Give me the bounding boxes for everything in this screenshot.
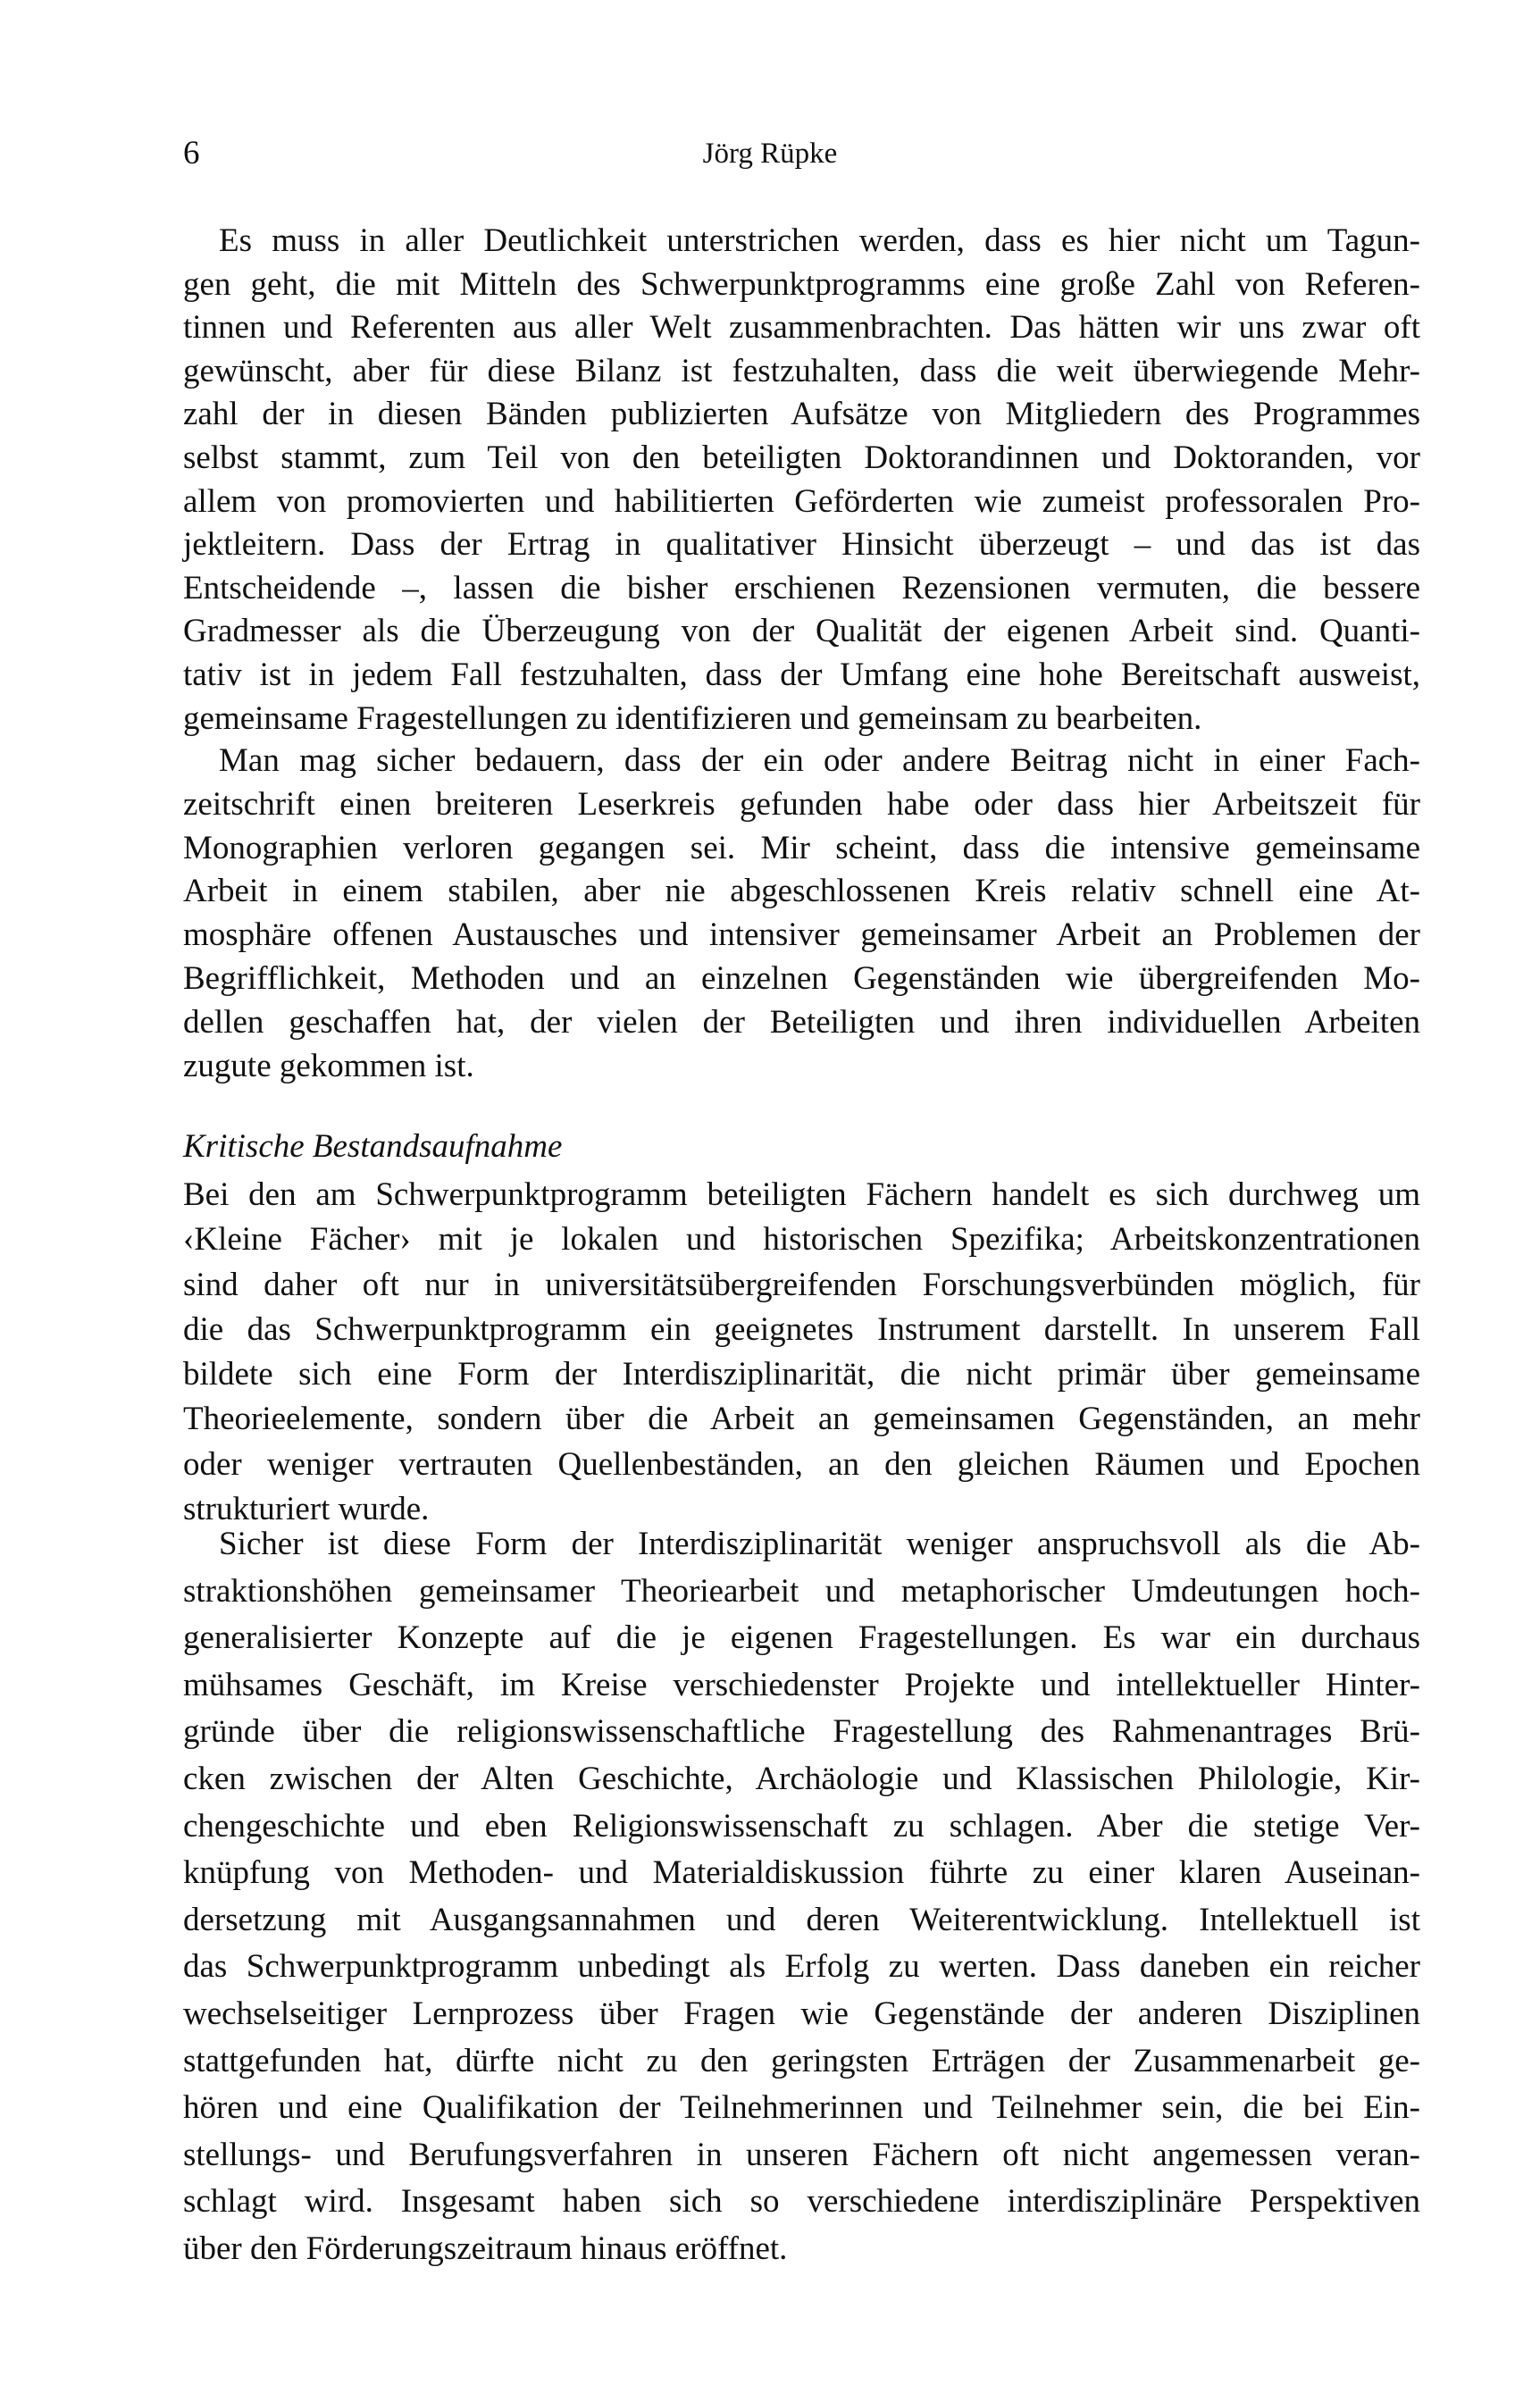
text-line: selbst stammt, zum Teil von den beteiligten Doktorandinnen und Doktoranden, vor xyxy=(183,439,1420,476)
text-line: oder weniger vertrauten Quellenbeständen, an den gleichen Räumen und Epochen xyxy=(183,1445,1420,1483)
text-line: strukturiert wurde. xyxy=(183,1491,430,1528)
text-line: allem von promovierten und habilitierten Geförderten wie zumeist professoralen Pro- xyxy=(183,482,1420,520)
text-line: gen geht, die mit Mitteln des Schwerpunktprogramms eine große Zahl von Referen- xyxy=(183,265,1420,303)
running-header-author: Jörg Rüpke xyxy=(702,138,838,170)
text-line: bildete sich eine Form der Interdisziplinarität, die nicht primär über gemeinsame xyxy=(183,1356,1420,1393)
text-line: stellungs- und Berufungsverfahren in unseren Fächern oft nicht angemessen veran- xyxy=(183,2136,1420,2173)
text-line: generalisierter Konzepte auf die je eigenen Fragestellungen. Es war ein durchaus xyxy=(183,1619,1420,1657)
text-line: zugute gekommen ist. xyxy=(183,1047,474,1084)
text-line: über den Förderungszeitraum hinaus eröffnet. xyxy=(183,2230,788,2267)
text-line: gründe über die religionswissenschaftliche Fragestellung des Rahmenantrages Brü- xyxy=(183,1713,1420,1751)
text-line: gewünscht, aber für diese Bilanz ist festzuhalten, dass die weit überwiegende Mehr- xyxy=(183,352,1420,389)
paragraph-1 xyxy=(183,220,1420,740)
text-line: cken zwischen der Alten Geschichte, Archäologie und Klassischen Philologie, Kir- xyxy=(183,1760,1420,1797)
text-line: zahl der in diesen Bänden publizierten Aufsätze von Mitgliedern des Programmes xyxy=(183,396,1420,433)
text-line: Entscheidende –, lassen die bisher erschienen Rezensionen vermuten, die bessere xyxy=(183,569,1420,607)
text-line: Arbeit in einem stabilen, aber nie abgeschlossenen Kreis relativ schnell eine At- xyxy=(183,873,1420,910)
paragraph-3 xyxy=(183,1173,1420,1532)
text-line: Begrifflichkeit, Methoden und an einzelnen Gegenständen wie übergreifenden Mo- xyxy=(183,959,1420,997)
text-line: sind daher oft nur in universitätsübergreifenden Forschungsverbünden möglich, für xyxy=(183,1266,1420,1303)
text-line: schlagt wird. Insgesamt haben sich so verschiedene interdisziplinäre Perspektiven xyxy=(183,2183,1420,2221)
text-line: zeitschrift einen breiteren Leserkreis gefunden habe oder dass hier Arbeitszeit für xyxy=(183,785,1420,823)
text-line: das Schwerpunktprogramm unbedingt als Erfolg zu werten. Dass daneben ein reicher xyxy=(183,1948,1420,1986)
text-line: Es muss in aller Deutlichkeit unterstrichen werden, dass es hier nicht um Tagun- xyxy=(219,222,1420,259)
text-line: die das Schwerpunktprogramm ein geeignetes Instrument darstellt. In unserem Fall xyxy=(183,1310,1420,1348)
text-line: Monographien verloren gegangen sei. Mir scheint, dass die intensive gemeinsame xyxy=(183,829,1420,866)
text-line: gemeinsame Fragestellungen zu identifizieren und gemeinsam zu bearbeiten. xyxy=(183,699,1202,737)
text-line: Bei den am Schwerpunktprogramm beteiligten Fächern handelt es sich durchweg um xyxy=(183,1176,1420,1213)
text-line: wechselseitiger Lernprozess über Fragen wie Gegenstände der anderen Disziplinen xyxy=(183,1995,1420,2032)
paragraph-2 xyxy=(183,740,1420,1088)
text-line: ‹Kleine Fächer› mit je lokalen und historischen Spezifika; Arbeitskonzentrationen xyxy=(183,1221,1420,1259)
text-line: dellen geschaffen hat, der vielen der Beteiligten und ihren individuellen Arbeiten xyxy=(183,1003,1420,1041)
text-line: Gradmesser als die Überzeugung von der Qualität der eigenen Arbeit sind. Quanti- xyxy=(183,613,1420,650)
section-heading: Kritische Bestandsaufnahme xyxy=(183,1128,563,1165)
page-number: 6 xyxy=(183,135,200,172)
text-line: Theorieelemente, sondern über die Arbeit an gemeinsamen Gegenständen, an mehr xyxy=(183,1401,1420,1438)
text-line: jektleitern. Dass der Ertrag in qualitativer Hinsicht überzeugt – und das ist das xyxy=(183,526,1420,564)
text-line: hören und eine Qualifikation der Teilnehmerinnen und Teilnehmer sein, die bei Ein- xyxy=(183,2089,1420,2127)
text-line: chengeschichte und eben Religionswissenschaft zu schlagen. Aber die stetige Ver- xyxy=(183,1807,1420,1845)
text-line: mosphäre offenen Austausches und intensiver gemeinsamer Arbeit an Problemen der xyxy=(183,916,1420,954)
text-line: tativ ist in jedem Fall festzuhalten, dass der Umfang eine hohe Bereitschaft ausweist, xyxy=(183,656,1420,693)
text-line: straktionshöhen gemeinsamer Theoriearbeit und metaphorischer Umdeutungen hoch- xyxy=(183,1572,1420,1610)
text-line: Man mag sicher bedauern, dass der ein oder andere Beitrag nicht in einer Fach- xyxy=(219,742,1420,779)
text-line: dersetzung mit Ausgangsannahmen und deren Weiterentwicklung. Intellektuell ist xyxy=(183,1901,1420,1938)
text-line: stattgefunden hat, dürfte nicht zu den geringsten Erträgen der Zusammenarbeit ge- xyxy=(183,2042,1420,2079)
text-line: Sicher ist diese Form der Interdisziplinarität weniger anspruchsvoll als die Ab- xyxy=(219,1526,1420,1562)
paragraph-4 xyxy=(183,1521,1420,2273)
text-line: tinnen und Referenten aus aller Welt zusammenbrachten. Das hätten wir uns zwar oft xyxy=(183,309,1420,347)
text-line: knüpfung von Methoden- und Materialdiskussion führte zu einer klaren Auseinan- xyxy=(183,1854,1420,1892)
text-line: mühsames Geschäft, im Kreise verschiedenster Projekte und intellektueller Hinter- xyxy=(183,1666,1420,1703)
